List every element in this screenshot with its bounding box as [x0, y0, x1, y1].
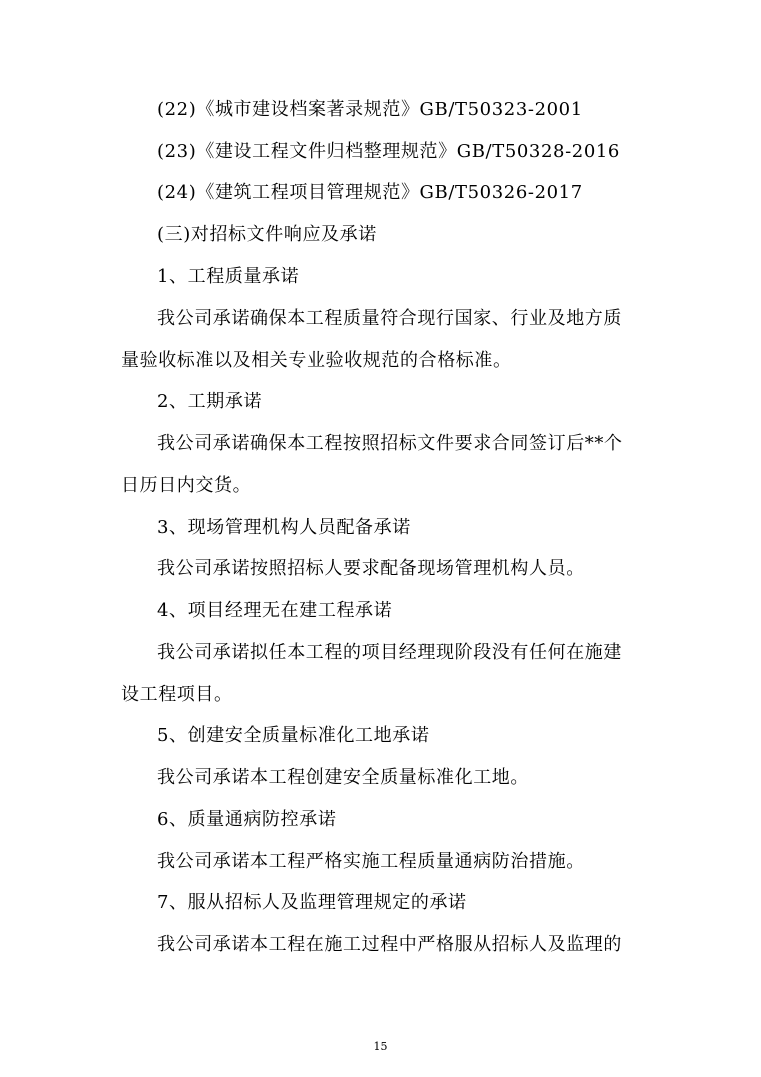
heading-defect-prevention-commitment: 6、质量通病防控承诺 — [157, 809, 337, 830]
paragraph-line: 我公司承诺本工程在施工过程中严格服从招标人及监理的 — [157, 934, 622, 955]
paragraph-line: 我公司承诺确保本工程质量符合现行国家、行业及地方质 — [157, 308, 622, 329]
paragraph-line: 我公司承诺按照招标人要求配备现场管理机构人员。 — [157, 558, 585, 579]
paragraph-line: 设工程项目。 — [121, 684, 233, 705]
heading-safety-standard-commitment: 5、创建安全质量标准化工地承诺 — [157, 725, 430, 746]
paragraph-line: 量验收标准以及相关专业验收规范的合格标准。 — [121, 350, 512, 371]
heading-project-manager-commitment: 4、项目经理无在建工程承诺 — [157, 600, 393, 621]
page-number: 15 — [373, 1040, 388, 1053]
paragraph-line: 我公司承诺本工程严格实施工程质量通病防治措施。 — [157, 851, 585, 872]
section-heading: (三)对招标文件响应及承诺 — [157, 224, 377, 245]
heading-schedule-commitment: 2、工期承诺 — [157, 391, 263, 412]
paragraph-line: 我公司承诺本工程创建安全质量标准化工地。 — [157, 767, 529, 788]
paragraph-line: 日历日内交货。 — [121, 475, 252, 496]
paragraph-line: 我公司承诺拟任本工程的项目经理现阶段没有任何在施建 — [157, 642, 622, 663]
heading-compliance-commitment: 7、服从招标人及监理管理规定的承诺 — [157, 892, 467, 913]
heading-quality-commitment: 1、工程质量承诺 — [157, 266, 300, 287]
standard-item-23: (23)《建设工程文件归档整理规范》GB/T50328-2016 — [157, 141, 620, 162]
standard-item-22: (22)《城市建设档案著录规范》GB/T50323-2001 — [157, 99, 583, 120]
standard-item-24: (24)《建筑工程项目管理规范》GB/T50326-2017 — [157, 182, 583, 203]
heading-staffing-commitment: 3、现场管理机构人员配备承诺 — [157, 517, 411, 538]
paragraph-line: 我公司承诺确保本工程按照招标文件要求合同签订后**个 — [157, 433, 623, 454]
